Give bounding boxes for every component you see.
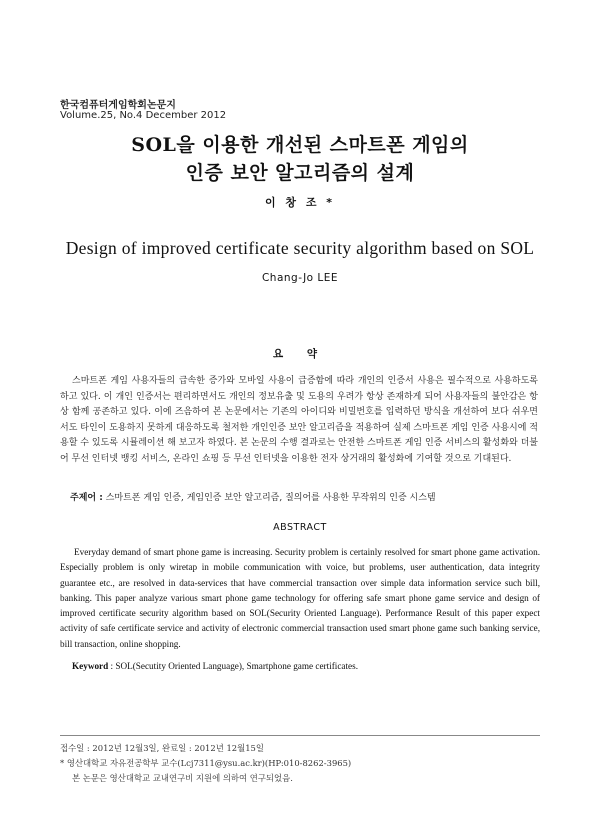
- keywords-english-text: : SOL(Secutity Oriented Language), Smartphone game certificates.: [110, 661, 358, 671]
- journal-name: 한국컴퓨터게임학회논문지: [60, 100, 176, 111]
- keywords-korean: [70, 490, 540, 503]
- title-english: Design of improved certificate security algorithm based on SOL: [65, 238, 535, 258]
- footnote-funding: 본 논문은 영산대학교 교내연구비 지원에 의하여 연구되었음.: [72, 773, 293, 783]
- keywords-english: [72, 661, 542, 671]
- footnote-divider: [60, 735, 540, 736]
- author-korean: 이 창 조 *: [264, 196, 336, 209]
- author-english: Chang-Jo LEE: [261, 272, 339, 284]
- title-korean-line1: SOL을 이용한 개선된 스마트폰 게임의: [131, 134, 469, 156]
- abstract-english-body: Everyday demand of smart phone game is increasing. Security problem is certainly resolved for smart phone game activation. Especially problem is only wiretap in mobile communication with voice, but problems, user authentication, data integrity guarantee etc., are resolved in data-services that have commercial transaction over simple data information service such bill, banking. This paper analyze various smart phone game technology for offering safe smart phone game service and design of improved certificate security algorithm based on SOL(Security Oriented Language). Performance Result of this paper expect activity of safe certificate service and activity of electronic commercial transaction used smart phone game such banking service, bill transaction, online shopping.: [60, 547, 540, 649]
- keywords-english-label: Keyword: [72, 661, 109, 671]
- footnote-dates: 접수일 : 2012년 12월3일, 완료일 : 2012년 12월15일: [60, 743, 264, 753]
- journal-volume: Volume.25, No.4 December 2012: [60, 110, 227, 121]
- abstract-english-heading: ABSTRACT: [273, 522, 327, 533]
- footnote-affiliation: * 영산대학교 자유전공학부 교수(Lcj7311@ysu.ac.kr)(HP:010-8262-3965): [60, 758, 352, 768]
- abstract-korean-body: 스마트폰 게임 사용자들의 급속한 증가와 모바일 사용이 급증함에 따라 개인의 인증서 사용은 필수적으로 사용하도록 하고 있다. 이 개인 인증서는 편리하면서도 개인의 정보유출 및 도용의 우려가 항상 존재하게 되어 사용자들의 불안감은 항상 함께 공존하고 있다. 이에 즈음하여 본 논문에서는 기존의 아이디와 비밀번호를 입력하던 방식을 개선하여 보다 쉬우면서도 타인이 도용하지 못하게 대응하도록 철저한 개인인증 보안 알고리즘을 적용하여 실제 스마트폰 게임 인증 사용시에 적용할 수 있도록 시뮬레이션 해 보고자 하였다. 본 논문의 수행 결과로는 안전한 스마트폰 게임 인증 서비스의 활성화와 더불어 무선 인터넷 뱅킹 서비스, 온라인 쇼핑 등 무선 인터넷을 이용한 전자 상거래의 활성화에 기여할 것으로 기대된다.: [60, 376, 538, 464]
- keywords-korean-text: 스마트폰 게임 인증, 게임인증 보안 알고리즘, 질의어를 사용한 무작위의 인증 시스템: [105, 493, 436, 503]
- keywords-korean-label: 주제어 :: [70, 493, 103, 503]
- title-korean-line2: 인증 보안 알고리즘의 설계: [185, 162, 415, 184]
- abstract-korean-heading: 요 약: [273, 348, 327, 360]
